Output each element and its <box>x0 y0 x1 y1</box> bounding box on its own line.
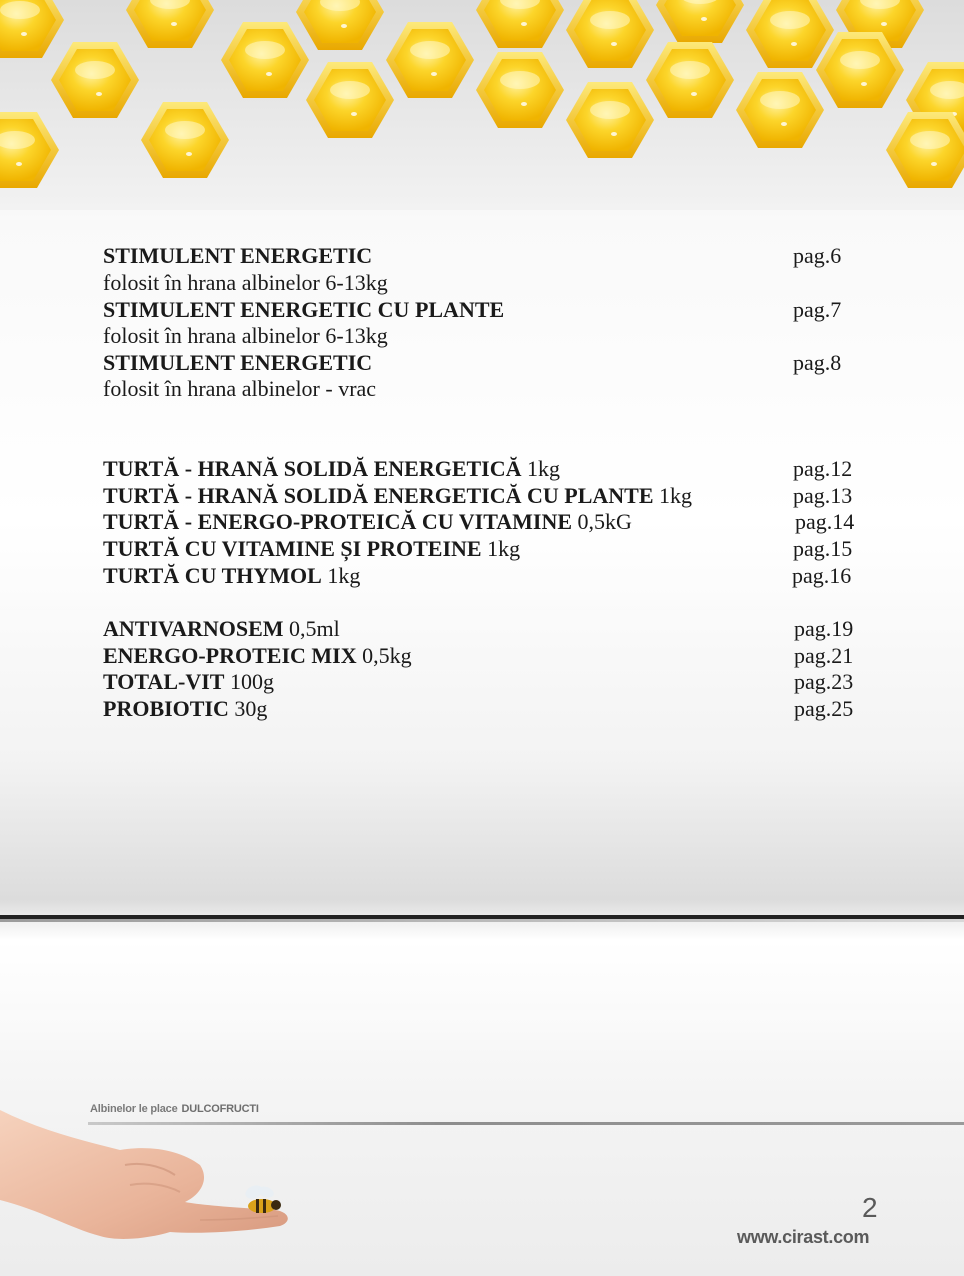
bee-icon <box>243 1183 281 1213</box>
toc-entry-title: TURTĂ CU THYMOL 1kg <box>103 563 361 588</box>
section-divider <box>0 915 964 919</box>
toc-entry-title: ENERGO-PROTEIC MIX 0,5kg <box>103 643 412 668</box>
toc-entry-title: TURTĂ CU VITAMINE ȘI PROTEINE 1kg <box>103 536 521 561</box>
toc-entry-title: TURTĂ - HRANĂ SOLIDĂ ENERGETICĂ 1kg <box>103 456 561 481</box>
toc-entry-title: STIMULENT ENERGETIC CU PLANTE <box>103 297 505 322</box>
footer-slogan: Albinelor le place DULCOFRUCTI <box>90 1103 259 1115</box>
toc-entry-title: STIMULENT ENERGETIC <box>103 243 373 268</box>
toc-entry-title: PROBIOTIC 30g <box>103 696 268 721</box>
toc-page-number: pag.8 <box>793 350 842 375</box>
honeycomb-decoration <box>0 0 964 210</box>
toc-page-number: pag.12 <box>793 456 853 481</box>
toc-entry-description: folosit în hrana albinelor - vrac <box>103 376 377 401</box>
hand-image <box>0 1110 310 1260</box>
toc-entry-title: ANTIVARNOSEM 0,5ml <box>103 616 340 641</box>
toc-page-number: pag.14 <box>795 509 855 534</box>
page-number: 2 <box>862 1192 878 1223</box>
toc-entry-title: TURTĂ - HRANĂ SOLIDĂ ENERGETICĂ CU PLANTE 1kg <box>103 483 693 508</box>
toc-page-number: pag.6 <box>793 243 842 268</box>
toc-page-number: pag.23 <box>794 669 854 694</box>
website-link[interactable]: www.cirast.com <box>737 1227 870 1247</box>
toc-page-number: pag.25 <box>794 696 854 721</box>
toc-entry-description: folosit în hrana albinelor 6-13kg <box>103 323 388 348</box>
toc-entry-title: STIMULENT ENERGETIC <box>103 350 373 375</box>
toc-entry-description: folosit în hrana albinelor 6-13kg <box>103 270 388 295</box>
toc-page-number: pag.15 <box>793 536 853 561</box>
toc-entry-title: TURTĂ - ENERGO-PROTEICĂ CU VITAMINE 0,5kG <box>103 509 632 534</box>
toc-page-number: pag.13 <box>793 483 853 508</box>
toc-page-number: pag.16 <box>792 563 852 588</box>
toc-entry-title: TOTAL-VIT 100g <box>103 669 274 694</box>
toc-page-number: pag.7 <box>793 297 842 322</box>
toc-page-number: pag.19 <box>794 616 854 641</box>
toc-page-number: pag.21 <box>794 643 854 668</box>
